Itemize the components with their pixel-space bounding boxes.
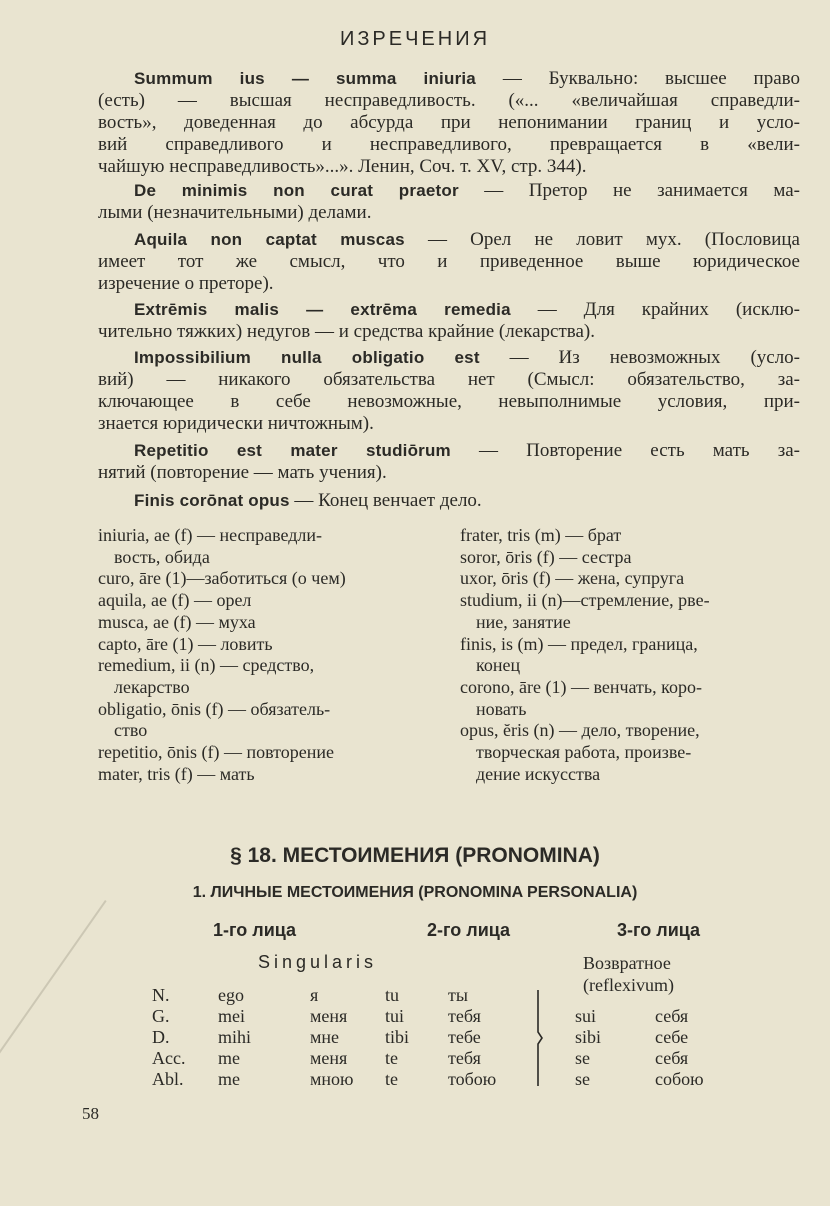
vocab-entry: corono, āre (1) — венчать, коро-	[460, 676, 702, 697]
reflexive-latin: (reflexivum)	[583, 975, 674, 995]
saying-line: вость», доведенная до абсурда при непонимании границ и усло-	[98, 112, 800, 133]
saying-translation: — Повторение есть мать за-	[479, 440, 800, 461]
vocab-entry: iniuria, ae (f) — несправедли-	[98, 525, 323, 545]
pronoun-cell: mihi	[218, 1027, 252, 1047]
pronoun-cell: mei	[218, 1006, 245, 1026]
vocab-entry: opus, ĕris (n) — дело, творение,	[460, 720, 700, 741]
pronoun-cell: te	[385, 1069, 398, 1089]
reflexive-label: Возвратное	[583, 953, 671, 973]
latin-saying: Extrēmis malis — extrēma remedia	[134, 300, 511, 319]
vocab-entry: finis, is (m) — предел, граница,	[460, 633, 698, 654]
saying-translation: — Конец венчает дело.	[294, 490, 482, 511]
case-label: Acc.	[152, 1048, 186, 1068]
vocab-entry: repetitio, ōnis (f) — повторение	[98, 742, 335, 762]
saying-line: лыми (незначительными) делами.	[98, 202, 372, 223]
saying-translation: — Претор не занимается ма-	[484, 180, 800, 201]
section-title: § 18. МЕСТОИМЕНИЯ (PRONOMINA)	[230, 844, 600, 867]
pronoun-cell: меня	[310, 1048, 348, 1068]
vocab-entry: aquila, ae (f) — орел	[98, 590, 252, 611]
page-number: 58	[82, 1104, 99, 1123]
pronoun-cell: мною	[310, 1069, 354, 1089]
vocab-entry: mater, tris (f) — мать	[98, 763, 255, 784]
header-first-person: 1-го лица	[213, 920, 297, 940]
pronoun-cell: te	[385, 1048, 398, 1068]
saying-line: вий справедливого и несправедливого, превращается в «вели-	[98, 134, 800, 155]
latin-saying: Aquila non captat muscas	[134, 230, 405, 249]
pronoun-cell: мне	[310, 1027, 340, 1047]
pronoun-cell: тобою	[448, 1069, 497, 1089]
pronoun-cell: тебя	[448, 1006, 481, 1026]
vocab-entry: uxor, ōris (f) — жена, супруга	[460, 568, 685, 589]
pronoun-cell: sui	[575, 1006, 597, 1026]
saying-first-line	[98, 490, 800, 512]
latin-saying: Summum ius — summa iniuria	[134, 69, 476, 88]
pronoun-cell: se	[575, 1069, 590, 1089]
latin-saying: Finis corōnat opus	[134, 491, 290, 510]
vocab-entry: творческая работа, произве-	[476, 742, 692, 762]
pronoun-cell: me	[218, 1069, 240, 1089]
saying-line: нятий (повторение — мать учения).	[98, 462, 387, 483]
saying-translation: — Буквально: высшее право	[502, 68, 800, 89]
vocab-entry: дение искусства	[476, 763, 601, 784]
vocab-entry: obligatio, ōnis (f) — обязатель-	[98, 698, 331, 719]
pronoun-cell: тебе	[448, 1027, 481, 1047]
pronoun-cell: меня	[310, 1006, 348, 1026]
saying-line: имеет тот же смысл, что и приведенное выше юридическое	[98, 251, 800, 272]
latin-saying: De minimis non curat praetor	[134, 181, 459, 200]
saying-line: ключающее в себе невозможные, невыполнимые условия, при-	[98, 391, 800, 412]
saying-first-line	[98, 68, 800, 90]
pronoun-cell: тебя	[448, 1048, 481, 1068]
pronoun-cell: sibi	[575, 1027, 602, 1047]
vocab-entry: конец	[476, 655, 521, 676]
case-label: G.	[152, 1006, 170, 1026]
saying-line: чительно тяжких) недугов — и средства крайние (лекарства).	[98, 321, 596, 342]
pronoun-cell: tui	[385, 1006, 405, 1026]
pronoun-cell: себя	[655, 1048, 689, 1068]
vocab-entry: вость, обида	[114, 546, 210, 567]
saying-translation: — Орел не ловит мух. (Пословица	[427, 229, 800, 250]
singularis-label: Singularis	[258, 952, 378, 972]
vocab-entry: curo, āre (1)—заботиться (о чем)	[98, 568, 346, 589]
saying-translation: — Из невозможных (усло-	[509, 347, 801, 368]
saying-first-line	[98, 299, 800, 321]
case-label: Abl.	[152, 1069, 184, 1089]
saying-line: (есть) — высшая несправедливость. («... «величайшая справедли-	[98, 90, 800, 111]
pronoun-cell: tu	[385, 985, 400, 1005]
header-third-person: 3-го лица	[617, 920, 701, 940]
pronoun-cell: tibi	[385, 1027, 410, 1047]
pronoun-cell: se	[575, 1048, 590, 1068]
saying-line: знается юридически ничтожным).	[98, 413, 374, 434]
pronoun-cell: ego	[218, 985, 244, 1005]
pronoun-cell: ты	[448, 985, 468, 1005]
vocab-entry: ние, занятие	[476, 611, 571, 632]
vocab-entry: лекарство	[114, 676, 190, 697]
vocab-entry: studium, ii (n)—стремление, рве-	[460, 590, 710, 611]
brace-icon	[528, 988, 548, 1088]
vocab-entry: новать	[476, 698, 527, 719]
scan-scratch-mark	[0, 900, 107, 1171]
saying-translation: — Для крайних (исклю-	[537, 299, 801, 320]
subsection-title: 1. ЛИЧНЫЕ МЕСТОИМЕНИЯ (PRONOMINA PERSONALIA)	[192, 884, 638, 901]
case-label: N.	[152, 985, 170, 1005]
header-second-person: 2-го лица	[427, 920, 511, 940]
pronoun-cell: me	[218, 1048, 240, 1068]
pronoun-cell: я	[310, 985, 319, 1005]
vocab-entry: capto, āre (1) — ловить	[98, 633, 273, 654]
vocab-entry: soror, ōris (f) — сестра	[460, 546, 632, 567]
vocab-entry: frater, tris (m) — брат	[460, 525, 622, 545]
vocab-entry: ство	[114, 720, 148, 741]
saying-line: вий) — никакого обязательства нет (Смысл: обязательство, за-	[98, 369, 800, 390]
vocab-entry: musca, ae (f) — муха	[98, 611, 256, 632]
saying-line: чайшую несправедливость»...». Ленин, Соч. т. XV, стр. 344).	[98, 156, 587, 177]
saying-first-line	[98, 440, 800, 462]
latin-saying: Impossibilium nulla obligatio est	[134, 348, 480, 367]
pronoun-cell: себе	[655, 1027, 689, 1047]
running-head: ИЗРЕЧЕНИЯ	[339, 28, 491, 50]
latin-saying: Repetitio est mater studiōrum	[134, 441, 451, 460]
saying-first-line	[98, 180, 800, 202]
vocab-entry: remedium, ii (n) — средство,	[98, 655, 315, 676]
saying-first-line	[98, 229, 800, 251]
pronoun-cell: себя	[655, 1006, 689, 1026]
case-label: D.	[152, 1027, 170, 1047]
saying-first-line	[98, 347, 800, 369]
pronoun-cell: собою	[655, 1069, 704, 1089]
saying-line: изречение о преторе).	[98, 273, 274, 294]
